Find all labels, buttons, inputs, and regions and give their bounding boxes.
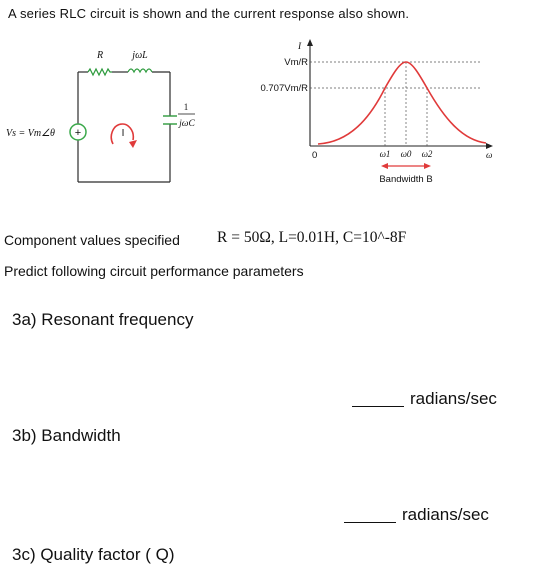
intro-text: A series RLC circuit is shown and the current response also shown. <box>8 6 410 21</box>
source-label: Vs = Vm∠θ <box>6 128 55 139</box>
question-3a: 3a) Resonant frequency <box>12 310 194 329</box>
response-curve <box>318 62 486 144</box>
capacitor-numerator: 1 <box>183 102 189 112</box>
units-3a: radians/sec <box>410 389 497 408</box>
half-power-label: 0.707Vm/R <box>260 83 308 94</box>
predict-text: Predict following circuit performance parameters <box>4 263 304 279</box>
y-axis-label: I <box>298 42 302 52</box>
rlc-circuit-diagram <box>0 36 215 194</box>
question-3c: 3c) Quality factor ( Q) <box>12 545 175 564</box>
w2-label: ω2 <box>421 149 433 159</box>
current-label: I <box>121 128 125 139</box>
w0-label: ω0 <box>400 149 412 159</box>
question-3b: 3b) Bandwidth <box>12 426 121 445</box>
inductor-symbol <box>128 69 152 72</box>
current-arrowhead <box>129 140 137 148</box>
x-axis-label: ω <box>486 150 493 160</box>
source-sign: + <box>74 127 82 139</box>
capacitor-symbol <box>163 116 177 124</box>
answer-blank-3a[interactable] <box>352 406 404 407</box>
capacitor-denominator: jωC <box>179 119 195 129</box>
resistor-label: R <box>96 50 104 61</box>
component-values-formula: R = 50Ω, L=0.01H, C=10^-8F <box>217 229 407 246</box>
current-response-plot <box>210 36 500 194</box>
peak-label: Vm/R <box>284 57 308 68</box>
component-values-label: Component values specified <box>4 232 180 248</box>
units-3b: radians/sec <box>402 505 489 524</box>
answer-blank-3b[interactable] <box>344 522 396 523</box>
resistor-symbol <box>88 69 112 75</box>
origin-label: 0 <box>312 150 318 161</box>
bandwidth-label: Bandwidth B <box>379 174 433 185</box>
w1-label: ω1 <box>379 149 391 159</box>
inductor-label: jωL <box>132 50 148 61</box>
